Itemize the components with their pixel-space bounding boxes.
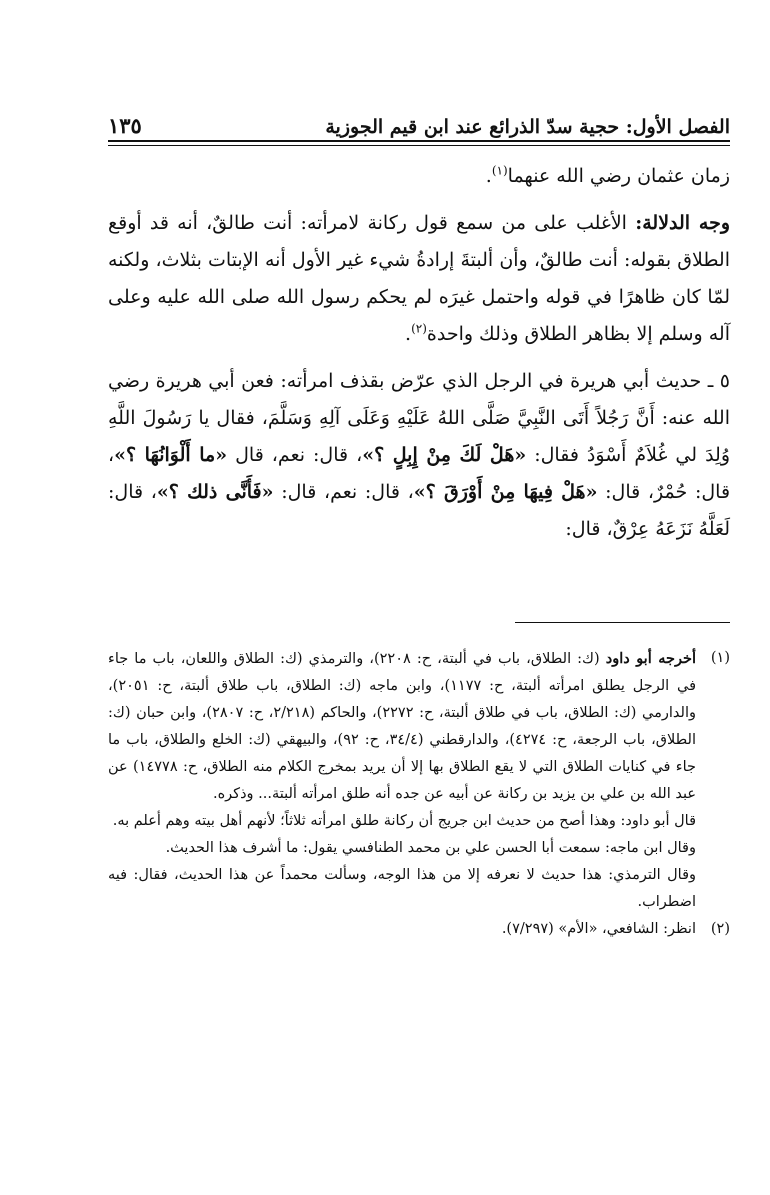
paragraph-1 [108, 158, 730, 195]
p3-t2: ، قال: نعم، قال [227, 444, 363, 466]
footnote-2-body [108, 916, 696, 943]
footnote-1-para-1 [108, 645, 696, 808]
footnote-separator [515, 622, 730, 623]
header-rule [108, 140, 730, 142]
footnote-ref-2[interactable]: (٢) [411, 321, 427, 336]
p2-lead: وجه الدلالة: [635, 212, 730, 234]
footnote-2-number: (٢) [710, 921, 730, 937]
footnotes [108, 645, 730, 943]
p3-t4: ، قال: نعم، قال: [273, 481, 414, 503]
footnote-1-number: (١) [710, 650, 730, 666]
page-number: ١٣٥ [108, 113, 142, 138]
p1-end: . [485, 165, 492, 187]
p3-text: ٥ ـ حديث أبي هريرة في الرجل الذي عرّض بقذف امرأته: فعن أبي هريرة رضي الله عنه: أَنَّ رَجُلاً أَتَى النَّبِيَّ صَلَّى اللهُ عَلَيْهِ وَعَلَى آلِهِ وَسَلَّمَ، فقال يا رَسُولَ اللَّهِ وُلِدَ لي غُلاَمٌ أَسْوَدُ فقال: [108, 370, 731, 466]
footnote-1-lead: أخرجه أبو داود [605, 650, 696, 667]
hadith-quote-3: «هَلْ فِيهَا مِنْ أَوْرَقَ ؟» [413, 481, 598, 503]
footnote-1-body [108, 645, 696, 916]
paragraph-3 [108, 363, 730, 548]
hadith-quote-4: «فَأَنَّى ذلك ؟» [156, 481, 274, 503]
footnote-2-text: انظر: الشافعي، «الأم» (٧/٢٩٧). [501, 921, 696, 937]
main-text [108, 158, 730, 558]
p2-end: . [405, 323, 412, 345]
footnote-1-text: (ك: الطلاق، باب في ألبتة، ح: ٢٢٠٨)، والترمذي (ك: الطلاق واللعان، باب ما جاء في الرجل يطلق امرأته ألبتة، ح: ١١٧٧)، وابن ماجه (ك: الطلاق، باب طلاق ألبتة، ح: ٢٠٥١)، والدارمي (ك: الطلاق، باب في طلاق ألبتة، ح: ٢٢٧٢)، والحاكم (٢/٢١٨، ح: ٢٨٠٧)، وابن حبان (ك: الطلاق، باب الرجعة، ح: ٤٢٧٤)، والدارقطني (٣٤/٤، ح: ٩٢)، والبيهقي (ك: الخلع والطلاق، باب ما جاء في كنايات الطلاق التي لا يقع الطلاق بها إلا أن يريد بمخرج الكلام منه الطلاق، ح: ١٤٧٧٨) عن عبد الله بن علي بن يزيد بن ركانة عن أبيه عن جده أنه طلق امرأته ألبتة... وذكره. [108, 651, 697, 802]
footnote-1-para-4: وقال الترمذي: هذا حديث لا نعرفه إلا من هذا الوجه، وسألت محمداً عن هذا الحديث، فقال: فيه اضطراب. [108, 867, 696, 910]
header-rule-thin [108, 145, 730, 146]
p3-t3: ، قال: حُمْرٌ، قال: [108, 444, 731, 503]
footnote-1 [108, 645, 730, 916]
footnote-ref-1[interactable]: (١) [491, 163, 508, 178]
p2-text: الأغلب على من سمع قول ركانة لامرأته: أنت طالقٌ، أنه قد أوقع الطلاق بقوله: أنت طالقٌ، وأن ألبتةَ إرادةُ شيء غير الأول أنه الإبتات بثلاث، ولكنه لمّا كان ظاهرًا في قوله واحتمل غيرَه لم يحكم رسول الله صلى الله عليه وعلى آله وسلم إلا بظاهر الطلاق وذلك واحدة [108, 212, 730, 345]
running-title: الفصل الأول: حجية سدّ الذرائع عند ابن قيم الجوزية [325, 116, 730, 138]
footnote-1-para-2: قال أبو داود: وهذا أصح من حديث ابن جريج أن ركانة طلق امرأته ثلاثاً؛ لأنهم أهل بيته وهم أعلم به. [112, 813, 696, 829]
footnote-1-para-3: وقال ابن ماجه: سمعت أبا الحسن علي بن محمد الطنافسي يقول: ما أشرف هذا الحديث. [165, 840, 696, 856]
p1-text: زمان عثمان رضي الله عنهما [507, 165, 730, 187]
page-header [108, 98, 730, 138]
hadith-quote-1: «هَلْ لَكَ مِنْ إِبِلٍ ؟» [362, 444, 527, 466]
hadith-quote-2: «ما أَلْوَانُهَا ؟» [114, 444, 228, 466]
paragraph-2 [108, 205, 730, 353]
footnote-2 [108, 916, 730, 943]
p3-t5: ، قال: لَعَلَّهُ نَزَعَهُ عِرْقٌ، قال: [108, 481, 730, 540]
